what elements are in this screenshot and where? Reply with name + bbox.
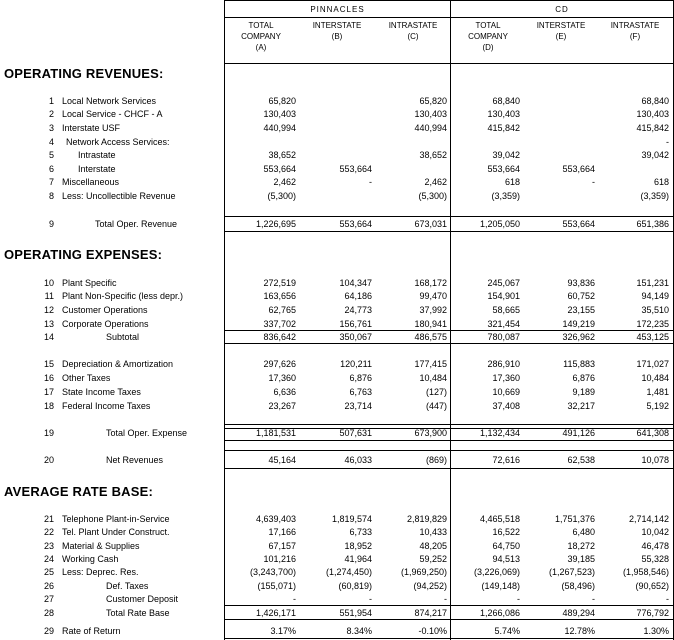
rule-below-total-revenue bbox=[224, 231, 674, 232]
table-row bbox=[0, 567, 674, 578]
value-cell-a: 23,267 bbox=[268, 401, 296, 411]
value-cell-a: (3,243,700) bbox=[249, 567, 296, 577]
value-cell-e: 1,751,376 bbox=[554, 514, 595, 524]
rule-below-net-revenues bbox=[224, 468, 674, 469]
value-cell-d: 16,522 bbox=[492, 527, 520, 537]
value-cell-d: 37,408 bbox=[492, 401, 520, 411]
value-cell-f: (90,652) bbox=[635, 581, 669, 591]
value-cell-f: 641,308 bbox=[636, 428, 669, 438]
table-row bbox=[0, 137, 674, 148]
value-cell-e: 39,185 bbox=[567, 554, 595, 564]
value-cell-f: 171,027 bbox=[636, 359, 669, 369]
value-cell-f: 618 bbox=[653, 177, 669, 187]
line-number: 14 bbox=[43, 332, 54, 342]
value-cell-f: (1,958,546) bbox=[622, 567, 669, 577]
line-number: 24 bbox=[43, 554, 54, 564]
value-cell-b: (60,819) bbox=[338, 581, 372, 591]
value-cell-e: 553,664 bbox=[562, 164, 595, 174]
table-row bbox=[0, 319, 674, 330]
row-label: Telephone Plant-in-Service bbox=[62, 514, 170, 524]
row-label: Customer Operations bbox=[62, 305, 148, 315]
line-number: 29 bbox=[43, 626, 54, 636]
table-row bbox=[0, 278, 674, 289]
line-number: 22 bbox=[43, 527, 54, 537]
value-cell-d: 321,454 bbox=[487, 319, 520, 329]
value-cell-c: (127) bbox=[425, 387, 447, 397]
row-label: State Income Taxes bbox=[62, 387, 141, 397]
value-cell-e: 9,189 bbox=[572, 387, 595, 397]
value-cell-a: (5,300) bbox=[267, 191, 296, 201]
value-cell-d: 58,665 bbox=[492, 305, 520, 315]
value-cell-d: 64,750 bbox=[492, 541, 520, 551]
line-number: 15 bbox=[43, 359, 54, 369]
value-cell-a: 4,639,403 bbox=[255, 514, 296, 524]
value-cell-b: - bbox=[369, 177, 372, 187]
value-cell-f: 776,792 bbox=[636, 608, 669, 618]
value-cell-a: 440,994 bbox=[263, 123, 296, 133]
line-number: 11 bbox=[44, 291, 54, 301]
table-row bbox=[0, 527, 674, 538]
value-cell-d: 5.74% bbox=[494, 626, 520, 636]
value-cell-d: 154,901 bbox=[487, 291, 520, 301]
line-number: 7 bbox=[48, 177, 54, 187]
row-label: Plant Non-Specific (less depr.) bbox=[62, 291, 184, 301]
row-label: Total Oper. Expense bbox=[106, 428, 188, 438]
rule-above-total-revenue bbox=[224, 216, 674, 217]
value-cell-b: - bbox=[369, 594, 372, 604]
value-cell-e: 6,480 bbox=[572, 527, 595, 537]
value-cell-c: 440,994 bbox=[414, 123, 447, 133]
value-cell-f: 415,842 bbox=[636, 123, 669, 133]
value-cell-e: 489,294 bbox=[562, 608, 595, 618]
table-bottom-line bbox=[224, 638, 674, 639]
value-cell-f: 55,328 bbox=[641, 554, 669, 564]
value-cell-d: 17,360 bbox=[492, 373, 520, 383]
value-cell-c: 673,900 bbox=[414, 428, 447, 438]
value-cell-d: 415,842 bbox=[487, 123, 520, 133]
value-cell-f: 5,192 bbox=[646, 401, 669, 411]
section-operating-revenues: OPERATING REVENUES: bbox=[4, 66, 164, 81]
value-cell-d: 39,042 bbox=[492, 150, 520, 160]
value-cell-a: - bbox=[293, 594, 296, 604]
rule-below-subtotal bbox=[224, 343, 674, 344]
value-cell-b: 18,952 bbox=[344, 541, 372, 551]
value-cell-b: 1,819,574 bbox=[331, 514, 372, 524]
value-cell-c: (869) bbox=[425, 455, 447, 465]
column-header-d: TOTAL COMPANY (D) bbox=[468, 21, 508, 52]
row-label: Interstate bbox=[78, 164, 116, 174]
row-label: Interstate USF bbox=[62, 123, 121, 133]
value-cell-f: 1.30% bbox=[643, 626, 669, 636]
line-number: 10 bbox=[43, 278, 54, 288]
column-header-a: TOTAL COMPANY (A) bbox=[241, 21, 281, 52]
value-cell-c: (1,969,250) bbox=[400, 567, 447, 577]
line-number: 21 bbox=[43, 514, 54, 524]
value-cell-d: 130,403 bbox=[487, 109, 520, 119]
row-label: Depreciation & Amortization bbox=[62, 359, 174, 369]
table-row bbox=[0, 150, 674, 161]
value-cell-d: 1,205,050 bbox=[479, 219, 520, 229]
value-cell-a: 67,157 bbox=[268, 541, 296, 551]
value-cell-e: 93,836 bbox=[567, 278, 595, 288]
value-cell-a: 1,426,171 bbox=[255, 608, 296, 618]
value-cell-c: 38,652 bbox=[419, 150, 447, 160]
table-row bbox=[0, 219, 674, 230]
line-number: 9 bbox=[48, 219, 54, 229]
value-cell-e: 115,883 bbox=[563, 359, 595, 369]
line-number: 23 bbox=[43, 541, 54, 551]
value-cell-c: 10,484 bbox=[419, 373, 447, 383]
value-cell-b: 6,763 bbox=[349, 387, 372, 397]
row-label: Other Taxes bbox=[62, 373, 111, 383]
value-cell-d: 553,664 bbox=[487, 164, 520, 174]
table-row bbox=[0, 401, 674, 412]
value-cell-e: 491,126 bbox=[562, 428, 595, 438]
line-number: 27 bbox=[43, 594, 54, 604]
value-cell-e: 62,538 bbox=[567, 455, 595, 465]
value-cell-a: 62,765 bbox=[268, 305, 296, 315]
value-cell-a: (155,071) bbox=[257, 581, 296, 591]
value-cell-d: 245,067 bbox=[487, 278, 520, 288]
table-row bbox=[0, 373, 674, 384]
table-row bbox=[0, 608, 674, 619]
value-cell-d: 780,087 bbox=[487, 332, 520, 342]
value-cell-e: 23,155 bbox=[567, 305, 595, 315]
value-cell-f: 2,714,142 bbox=[628, 514, 669, 524]
line-number: 6 bbox=[48, 164, 54, 174]
line-number: 12 bbox=[43, 305, 54, 315]
line-number: 5 bbox=[48, 150, 54, 160]
value-cell-f: - bbox=[666, 137, 669, 147]
table-row bbox=[0, 594, 674, 605]
value-cell-e: - bbox=[592, 177, 595, 187]
value-cell-f: 1,481 bbox=[646, 387, 669, 397]
table-row bbox=[0, 514, 674, 525]
value-cell-d: 4,465,518 bbox=[479, 514, 520, 524]
line-number: 26 bbox=[43, 581, 54, 591]
line-number: 28 bbox=[43, 608, 54, 618]
rule-above-subtotal bbox=[224, 330, 674, 331]
value-cell-a: 272,519 bbox=[263, 278, 296, 288]
value-cell-d: 286,910 bbox=[487, 359, 520, 369]
value-cell-e: 553,664 bbox=[562, 219, 595, 229]
value-cell-b: (1,274,450) bbox=[325, 567, 372, 577]
value-cell-f: 10,484 bbox=[641, 373, 669, 383]
table-row bbox=[0, 387, 674, 398]
value-cell-c: -0.10% bbox=[418, 626, 447, 636]
value-cell-a: 6,636 bbox=[273, 387, 296, 397]
table-row bbox=[0, 96, 674, 107]
value-cell-f: 46,478 bbox=[641, 541, 669, 551]
value-cell-f: 130,403 bbox=[636, 109, 669, 119]
row-label: Local Service - CHCF - A bbox=[62, 109, 163, 119]
line-number: 18 bbox=[43, 401, 54, 411]
value-cell-c: 180,941 bbox=[414, 319, 447, 329]
value-cell-b: 8.34% bbox=[346, 626, 372, 636]
column-header-c: INTRASTATE (C) bbox=[388, 21, 438, 41]
value-cell-c: 130,403 bbox=[414, 109, 447, 119]
value-cell-d: 68,840 bbox=[492, 96, 520, 106]
line-number: 25 bbox=[43, 567, 54, 577]
row-label: Plant Specific bbox=[62, 278, 117, 288]
value-cell-e: - bbox=[592, 594, 595, 604]
value-cell-d: 618 bbox=[504, 177, 520, 187]
line-number: 16 bbox=[43, 373, 54, 383]
value-cell-b: 507,631 bbox=[339, 428, 372, 438]
value-cell-f: 453,125 bbox=[636, 332, 669, 342]
value-cell-c: 65,820 bbox=[419, 96, 447, 106]
value-cell-e: 32,217 bbox=[567, 401, 595, 411]
value-cell-a: 2,462 bbox=[273, 177, 296, 187]
value-cell-b: 156,761 bbox=[339, 319, 372, 329]
value-cell-b: 551,954 bbox=[339, 608, 372, 618]
value-cell-a: 163,656 bbox=[263, 291, 296, 301]
value-cell-a: 1,226,695 bbox=[255, 219, 296, 229]
line-number: 2 bbox=[48, 109, 54, 119]
value-cell-c: 486,575 bbox=[414, 332, 447, 342]
value-cell-f: 651,386 bbox=[636, 219, 669, 229]
row-label: Subtotal bbox=[106, 332, 140, 342]
value-cell-f: 10,042 bbox=[641, 527, 669, 537]
table-row bbox=[0, 626, 674, 637]
row-label: Miscellaneous bbox=[62, 177, 120, 187]
line-number: 13 bbox=[43, 319, 54, 329]
value-cell-c: 177,415 bbox=[414, 359, 447, 369]
value-cell-a: 17,360 bbox=[268, 373, 296, 383]
row-label: Material & Supplies bbox=[62, 541, 140, 551]
value-cell-f: 94,149 bbox=[641, 291, 669, 301]
value-cell-d: 1,266,086 bbox=[479, 608, 520, 618]
value-cell-e: 326,962 bbox=[562, 332, 595, 342]
value-cell-f: 151,231 bbox=[636, 278, 669, 288]
table-row bbox=[0, 123, 674, 134]
value-cell-d: (3,226,069) bbox=[473, 567, 520, 577]
value-cell-e: (1,267,523) bbox=[548, 567, 595, 577]
value-cell-a: 17,166 bbox=[268, 527, 296, 537]
rule-above-total-rate-base bbox=[224, 605, 674, 606]
column-header-e: INTERSTATE (E) bbox=[536, 21, 586, 41]
rule-above-rate-of-return bbox=[224, 619, 674, 620]
value-cell-b: 350,067 bbox=[339, 332, 372, 342]
value-cell-b: 104,347 bbox=[339, 278, 372, 288]
value-cell-d: 10,669 bbox=[492, 387, 520, 397]
value-cell-d: - bbox=[517, 594, 520, 604]
value-cell-c: - bbox=[444, 594, 447, 604]
row-label: Customer Deposit bbox=[106, 594, 179, 604]
value-cell-a: 836,642 bbox=[263, 332, 296, 342]
value-cell-f: 39,042 bbox=[641, 150, 669, 160]
rule-above-net-revenues bbox=[224, 450, 674, 451]
column-header-line bbox=[224, 63, 674, 64]
table-row bbox=[0, 164, 674, 175]
row-label: Less: Uncollectible Revenue bbox=[62, 191, 176, 201]
value-cell-c: 59,252 bbox=[419, 554, 447, 564]
section-operating-expenses: OPERATING EXPENSES: bbox=[4, 247, 163, 262]
table-row bbox=[0, 581, 674, 592]
value-cell-d: 94,513 bbox=[492, 554, 520, 564]
column-header-b: INTERSTATE (B) bbox=[312, 21, 362, 41]
value-cell-c: 673,031 bbox=[414, 219, 447, 229]
value-cell-a: 130,403 bbox=[263, 109, 296, 119]
row-label: Total Rate Base bbox=[106, 608, 170, 618]
value-cell-d: (3,359) bbox=[491, 191, 520, 201]
line-number: 20 bbox=[43, 455, 54, 465]
table-row bbox=[0, 455, 674, 466]
value-cell-c: 99,470 bbox=[419, 291, 447, 301]
value-cell-e: 60,752 bbox=[567, 291, 595, 301]
value-cell-e: (58,496) bbox=[561, 581, 595, 591]
value-cell-b: 6,876 bbox=[349, 373, 372, 383]
value-cell-d: 72,616 bbox=[492, 455, 520, 465]
table-row bbox=[0, 305, 674, 316]
value-cell-c: 2,819,829 bbox=[406, 514, 447, 524]
row-label: Working Cash bbox=[62, 554, 119, 564]
value-cell-b: 41,964 bbox=[344, 554, 372, 564]
value-cell-d: (149,148) bbox=[481, 581, 520, 591]
group-header-cd: CD bbox=[555, 4, 569, 14]
row-label: Def. Taxes bbox=[106, 581, 149, 591]
value-cell-f: 35,510 bbox=[641, 305, 669, 315]
value-cell-c: (447) bbox=[425, 401, 447, 411]
value-cell-a: 337,702 bbox=[263, 319, 296, 329]
value-cell-b: 23,714 bbox=[344, 401, 372, 411]
row-label: Less: Deprec. Res. bbox=[62, 567, 139, 577]
table-row bbox=[0, 332, 674, 343]
line-number: 1 bbox=[48, 96, 54, 106]
table-row bbox=[0, 428, 674, 439]
value-cell-e: 149,219 bbox=[562, 319, 595, 329]
value-cell-c: 874,217 bbox=[414, 608, 447, 618]
value-cell-d: 1,132,434 bbox=[479, 428, 520, 438]
value-cell-c: 48,205 bbox=[419, 541, 447, 551]
value-cell-a: 3.17% bbox=[270, 626, 296, 636]
value-cell-b: 553,664 bbox=[339, 219, 372, 229]
value-cell-f: 10,078 bbox=[641, 455, 669, 465]
row-label: Intrastate bbox=[78, 150, 116, 160]
column-header-f: INTRASTATE (F) bbox=[610, 21, 660, 41]
value-cell-b: 6,733 bbox=[349, 527, 372, 537]
value-cell-e: 6,876 bbox=[572, 373, 595, 383]
table-row bbox=[0, 541, 674, 552]
table-row bbox=[0, 291, 674, 302]
line-number: 19 bbox=[43, 428, 54, 438]
row-label: Tel. Plant Under Construct. bbox=[62, 527, 170, 537]
value-cell-e: 12.78% bbox=[564, 626, 595, 636]
row-label: Corporate Operations bbox=[62, 319, 149, 329]
value-cell-a: 553,664 bbox=[263, 164, 296, 174]
table-row bbox=[0, 177, 674, 188]
row-label: Local Network Services bbox=[62, 96, 157, 106]
value-cell-b: 553,664 bbox=[339, 164, 372, 174]
value-cell-c: 10,433 bbox=[419, 527, 447, 537]
value-cell-a: 297,626 bbox=[263, 359, 296, 369]
row-label: Rate of Return bbox=[62, 626, 121, 636]
value-cell-a: 45,164 bbox=[268, 455, 296, 465]
row-label: Net Revenues bbox=[106, 455, 164, 465]
line-number: 8 bbox=[48, 191, 54, 201]
value-cell-a: 65,820 bbox=[268, 96, 296, 106]
value-cell-e: 18,272 bbox=[567, 541, 595, 551]
row-label: Network Access Services: bbox=[66, 137, 170, 147]
rule-below-total-expense bbox=[224, 440, 674, 441]
table-row bbox=[0, 109, 674, 120]
group-header-pinnacles: PINNACLES bbox=[310, 4, 365, 14]
value-cell-b: 24,773 bbox=[344, 305, 372, 315]
section-average-rate-base: AVERAGE RATE BASE: bbox=[4, 484, 154, 499]
value-cell-c: 37,992 bbox=[419, 305, 447, 315]
value-cell-a: 38,652 bbox=[268, 150, 296, 160]
value-cell-a: 1,181,531 bbox=[255, 428, 296, 438]
table-row bbox=[0, 554, 674, 565]
value-cell-f: (3,359) bbox=[640, 191, 669, 201]
value-cell-f: 68,840 bbox=[641, 96, 669, 106]
line-number: 3 bbox=[48, 123, 54, 133]
value-cell-c: (5,300) bbox=[418, 191, 447, 201]
line-number: 4 bbox=[48, 137, 54, 147]
table-row bbox=[0, 359, 674, 370]
value-cell-b: 64,186 bbox=[344, 291, 372, 301]
table-row bbox=[0, 191, 674, 202]
line-number: 17 bbox=[43, 387, 54, 397]
row-label: Federal Income Taxes bbox=[62, 401, 151, 411]
value-cell-c: 168,172 bbox=[414, 278, 447, 288]
value-cell-c: (94,252) bbox=[413, 581, 447, 591]
value-cell-f: 172,235 bbox=[636, 319, 669, 329]
value-cell-b: 120,211 bbox=[340, 359, 372, 369]
value-cell-b: 46,033 bbox=[344, 455, 372, 465]
row-label: Total Oper. Revenue bbox=[95, 219, 178, 229]
value-cell-a: 101,216 bbox=[263, 554, 296, 564]
value-cell-f: - bbox=[666, 594, 669, 604]
value-cell-c: 2,462 bbox=[424, 177, 447, 187]
